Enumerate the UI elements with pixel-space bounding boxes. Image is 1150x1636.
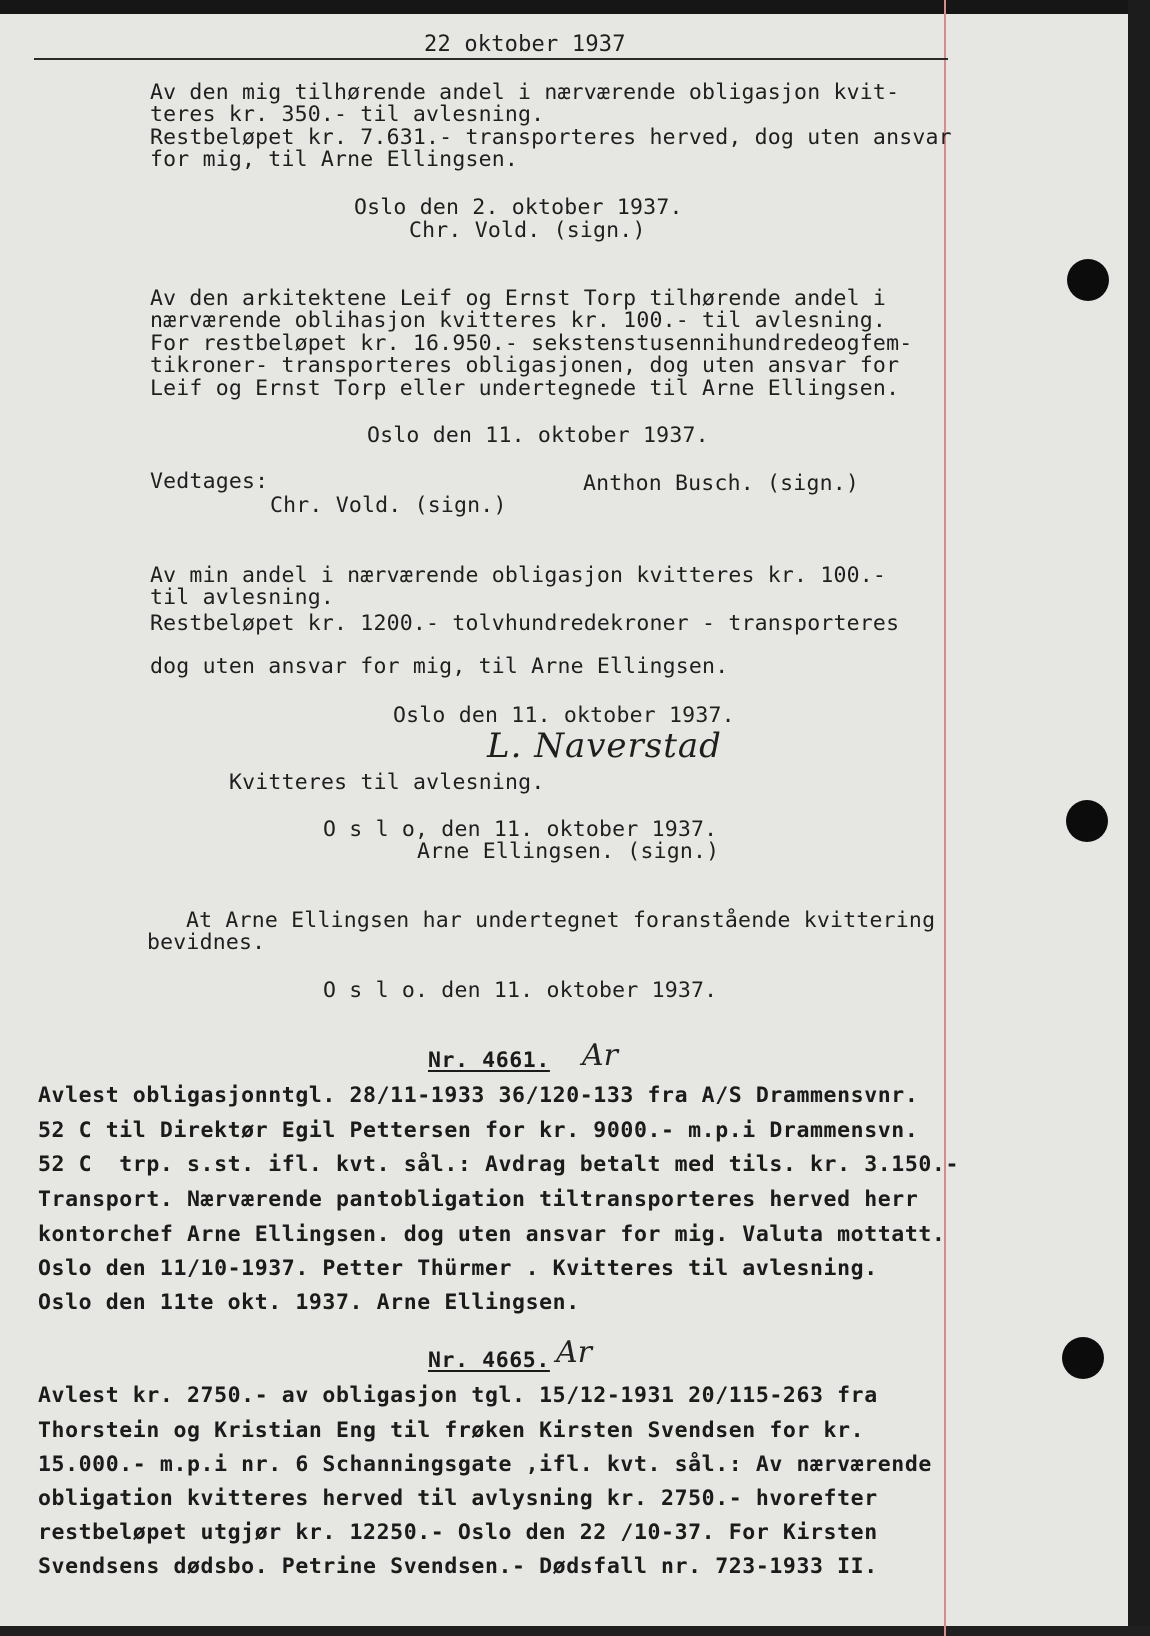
entry-number-4661: Nr. 4661.: [428, 1048, 550, 1073]
text-line: Svendsens dødsbo. Petrine Svendsen.- Dødsfall nr. 723-1933 II.: [38, 1554, 878, 1579]
place-date-line: Oslo den 11. oktober 1937.: [367, 423, 709, 448]
text-line: bevidnes.: [147, 930, 266, 955]
red-margin-line: [944, 0, 946, 1636]
signature-text: Anthon Busch. (sign.): [583, 471, 860, 496]
text-line: kontorchef Arne Ellingsen. dog uten ansvar for mig. Valuta mottatt.: [38, 1222, 946, 1247]
scan-edge-top: [0, 0, 1150, 14]
punch-hole-icon: [1062, 1337, 1104, 1379]
place-date-line: O s l o, den 11. oktober 1937.: [323, 817, 718, 842]
scan-edge-right: [1128, 0, 1150, 1636]
page-date-header: 22 oktober 1937: [424, 32, 626, 57]
handwritten-signature: L. Naverstad: [487, 726, 722, 766]
text-line: for mig, til Arne Ellingsen.: [150, 147, 519, 172]
text-line: restbeløpet utgjør kr. 12250.- Oslo den 22 /10-37. For Kirsten: [38, 1520, 878, 1545]
signature-text: Arne Ellingsen. (sign.): [417, 839, 720, 864]
text-line: Kvitteres til avlesning.: [229, 770, 545, 795]
text-line: Oslo den 11te okt. 1937. Arne Ellingsen.: [38, 1290, 580, 1315]
text-line: dog uten ansvar for mig, til Arne Ellingsen.: [150, 654, 729, 679]
text-line: 52 C trp. s.st. ifl. kvt. sål.: Avdrag betalt med tils. kr. 3.150.-: [38, 1152, 959, 1177]
text-line: nærværende oblihasjon kvitteres kr. 100.- til avlesning.: [150, 308, 887, 333]
text-line: Restbeløpet kr. 1200.- tolvhundredekroner - transporteres: [150, 611, 900, 636]
text-line: teres kr. 350.- til avlesning.: [150, 102, 545, 127]
text-line: tikroner- transporteres obligasjonen, dog uten ansvar for: [150, 353, 900, 378]
text-line: Thorstein og Kristian Eng til frøken Kirsten Svendsen for kr.: [38, 1418, 865, 1443]
scan-edge-bottom: [0, 1626, 1150, 1636]
punch-hole-icon: [1067, 259, 1109, 301]
signature-text: Chr. Vold. (sign.): [409, 218, 646, 243]
text-line: Av den mig tilhørende andel i nærværende obligasjon kvit-: [150, 80, 900, 105]
text-line: At Arne Ellingsen har undertegnet foranstående kvittering: [186, 908, 936, 933]
punch-hole-icon: [1066, 800, 1108, 842]
signature-text: Chr. Vold. (sign.): [270, 493, 507, 518]
header-rule: [34, 58, 948, 60]
text-line: Leif og Ernst Torp eller undertegnede til Arne Ellingsen.: [150, 376, 900, 401]
place-date-line: Oslo den 2. oktober 1937.: [354, 195, 683, 220]
text-line: Avlest kr. 2750.- av obligasjon tgl. 15/12-1931 20/115-263 fra: [38, 1383, 878, 1408]
text-line: Oslo den 11/10-1937. Petter Thürmer . Kvitteres til avlesning.: [38, 1256, 878, 1281]
text-line: Av min andel i nærværende obligasjon kvitteres kr. 100.-: [150, 563, 887, 588]
text-line: 15.000.- m.p.i nr. 6 Schanningsgate ,ifl. kvt. sål.: Av nærværende: [38, 1452, 932, 1477]
text-line: Restbeløpet kr. 7.631.- transporteres herved, dog uten ansvar: [150, 125, 952, 150]
entry-number-4665: Nr. 4665.: [428, 1348, 550, 1373]
text-line: 52 C til Direktør Egil Pettersen for kr. 9000.- m.p.i Drammensvn.: [38, 1118, 919, 1143]
text-line: For restbeløpet kr. 16.950.- sekstenstusennihundredeogfem-: [150, 331, 913, 356]
place-date-line: Oslo den 11. oktober 1937.: [393, 703, 735, 728]
text-line: til avlesning.: [150, 585, 335, 610]
text-line: Av den arkitektene Leif og Ernst Torp tilhørende andel i: [150, 286, 887, 311]
vedtages-label: Vedtages:: [150, 469, 269, 494]
text-line: Avlest obligasjonntgl. 28/11-1933 36/120-133 fra A/S Drammensvnr.: [38, 1083, 919, 1108]
text-line: obligation kvitteres herved til avlysning kr. 2750.- hvorefter: [38, 1486, 878, 1511]
handwritten-mark: Ar: [582, 1038, 619, 1073]
place-date-line: O s l o. den 11. oktober 1937.: [323, 978, 718, 1003]
handwritten-mark: Ar: [556, 1335, 593, 1370]
text-line: Transport. Nærværende pantobligation tiltransporteres herved herr: [38, 1187, 919, 1212]
